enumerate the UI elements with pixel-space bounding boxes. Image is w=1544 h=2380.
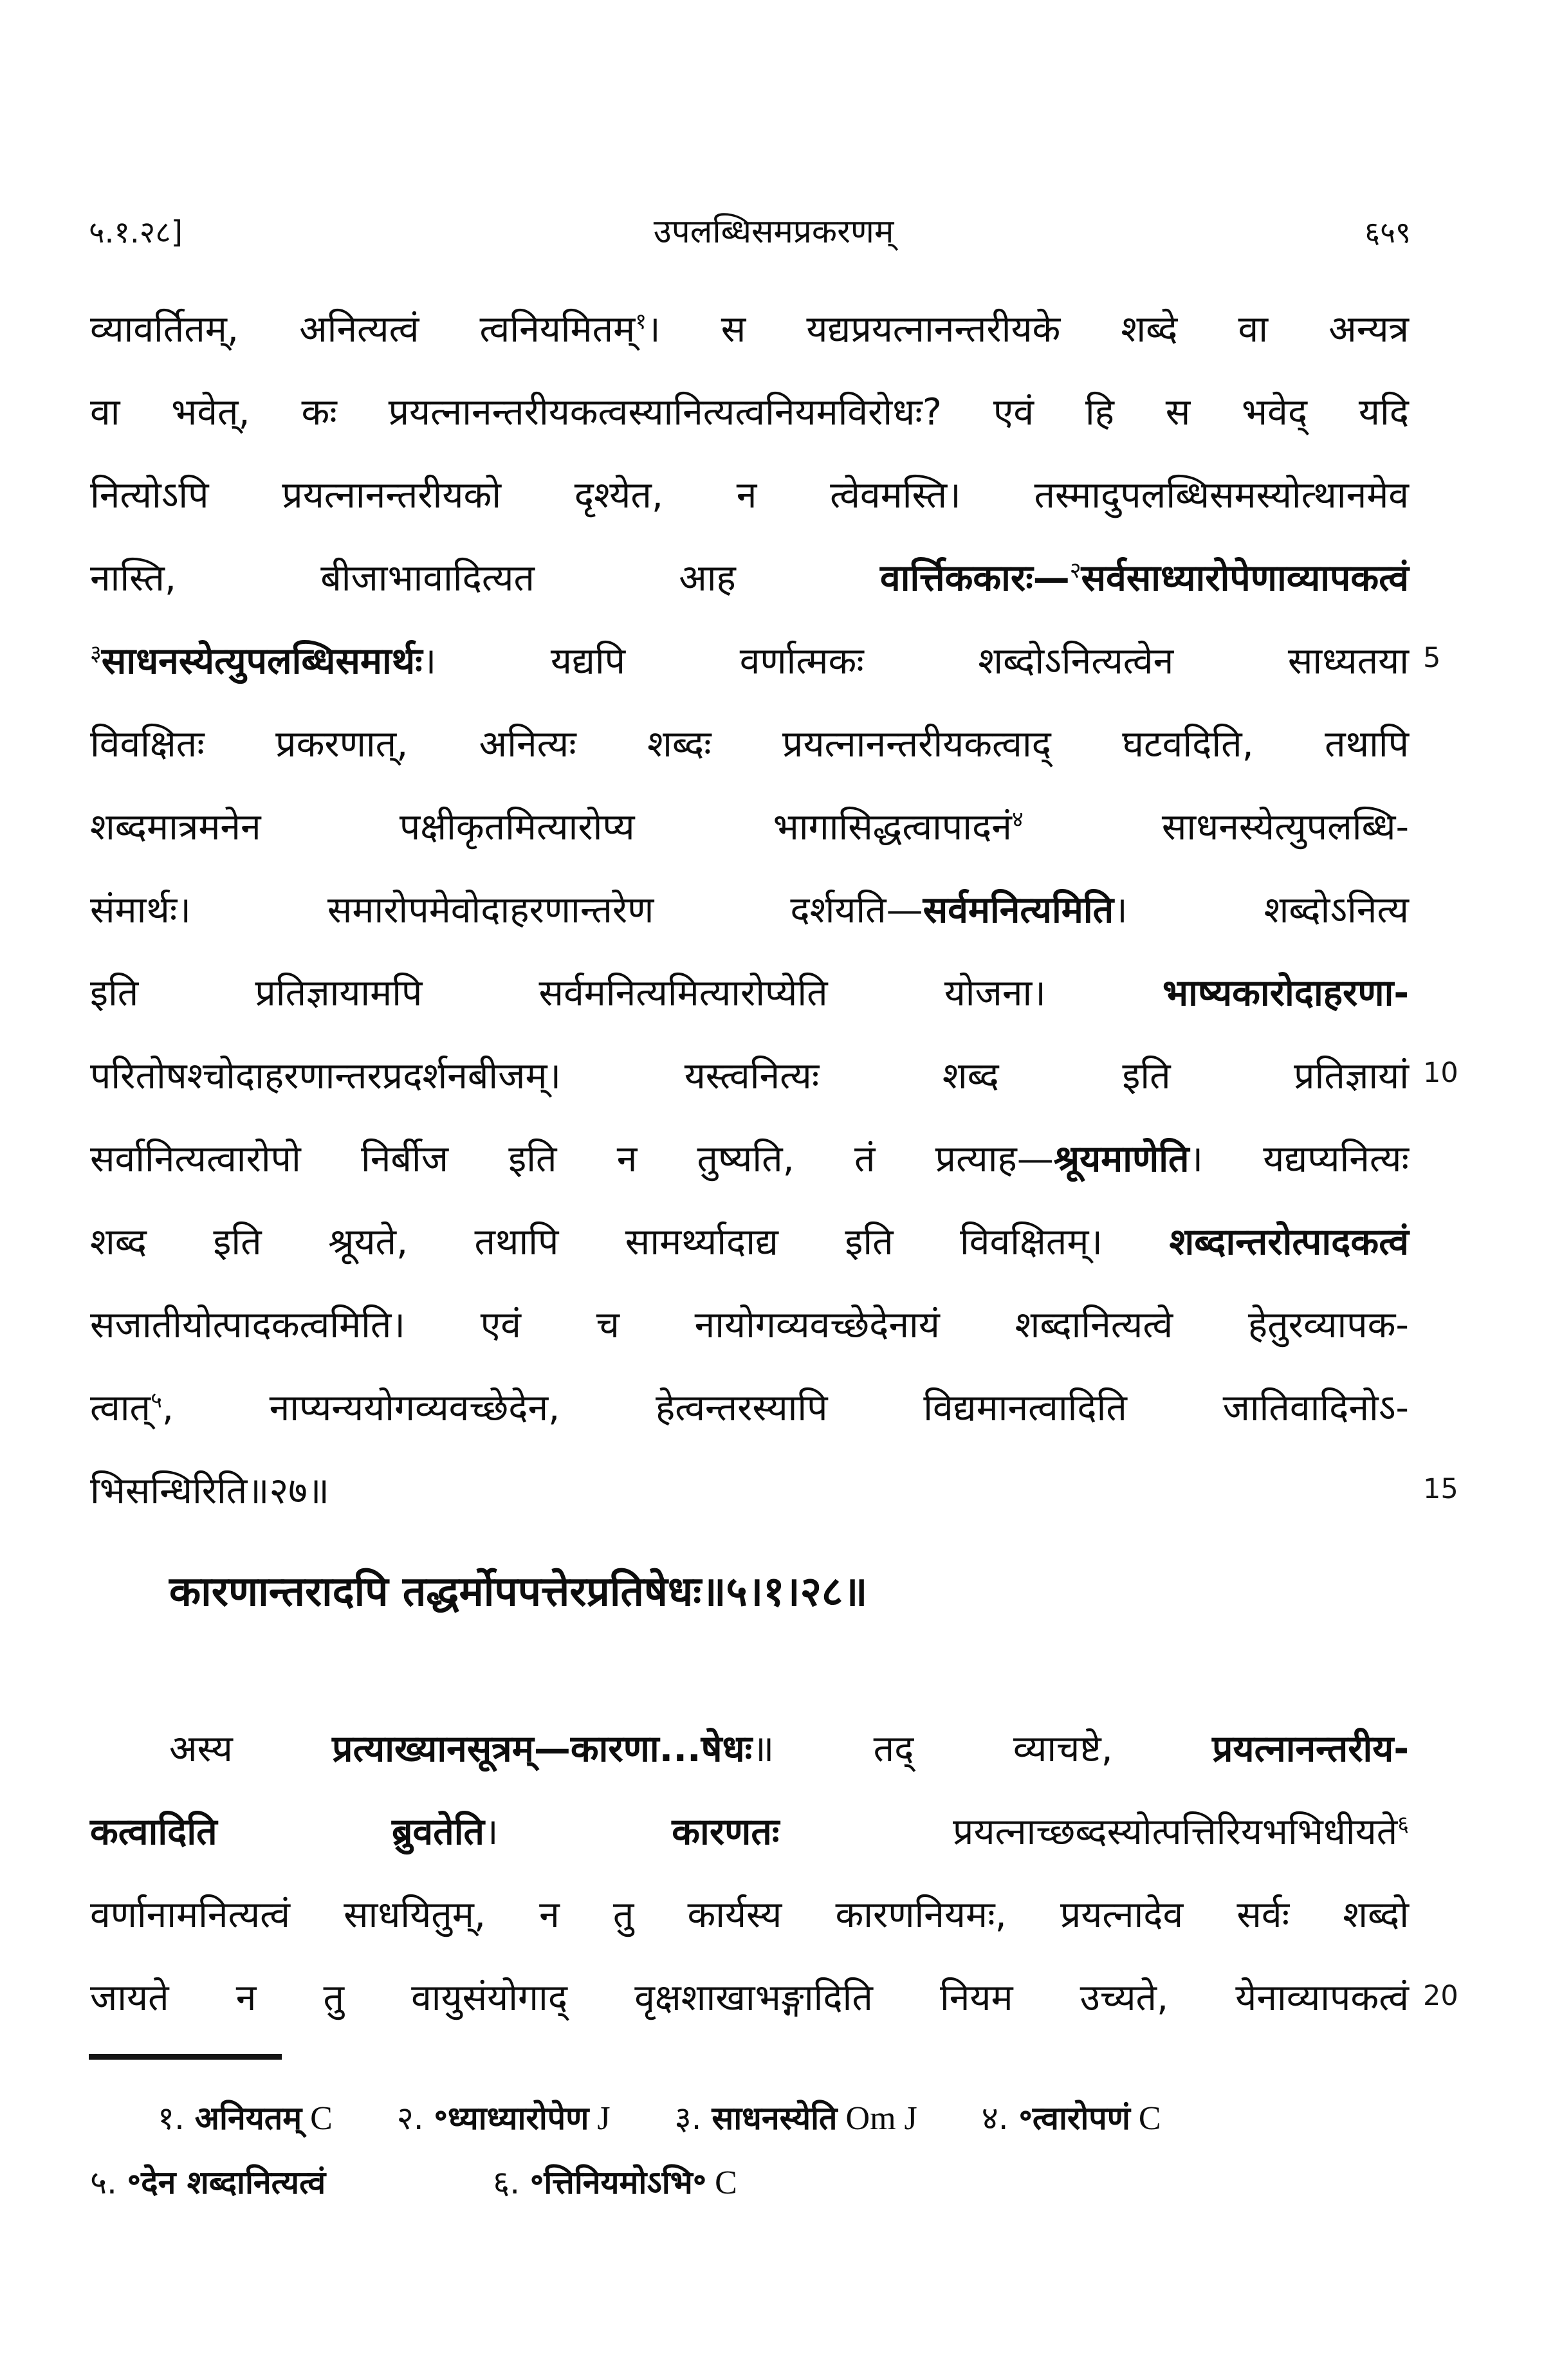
text-segment: शब्दमात्रमनेन पक्षीकृतमित्यारोप्य भागासिद्धत्वापादनं bbox=[90, 806, 1012, 848]
text-line bbox=[90, 288, 1409, 371]
text-segment: शब्दान्तरोत्पादकत्वं bbox=[1169, 1221, 1409, 1263]
header-chapter-title: उपलब्धिसमप्रकरणम् bbox=[653, 213, 894, 251]
text-segment: अनियतम् bbox=[194, 2100, 302, 2137]
text-segment: ॥ तद् व्याचष्टे, bbox=[752, 1728, 1213, 1770]
text-segment: वा भवेत्, कः प्रयत्नानन्तरीयकत्वस्यानित्यत्वनियमविरोधः? एवं हि स भवेद् यदि bbox=[90, 391, 1409, 434]
text-segment: प्रत्याख्यानसूत्रम्—कारणा...षेधः bbox=[332, 1728, 753, 1770]
text-segment: जायते न तु वायुसंयोगाद् वृक्षशाखाभङ्गादिति नियम उच्यते, येनाव्यापकत्वं bbox=[90, 1977, 1409, 2019]
text-segment: साधनस्येत्युपलब्धिसमार्थः bbox=[101, 640, 423, 682]
text-segment: साधनस्येत्युपलब्धि- bbox=[1023, 806, 1410, 848]
text-segment: कारणतः bbox=[672, 1811, 780, 1853]
text-segment: सर्वानित्यत्वारोपो निर्बीज इति न तुष्यति, तं प्रत्याह— bbox=[90, 1138, 1054, 1180]
text-segment: अस्य bbox=[169, 1728, 333, 1770]
text-line bbox=[90, 1367, 1409, 1450]
text-segment: वर्णानामनित्यत्वं साधयितुम्, न तु कार्यस्य कारणनियमः, प्रयत्नादेव सर्वः शब्दो bbox=[90, 1894, 1409, 1936]
text-line bbox=[90, 869, 1409, 952]
text-segment: ६ bbox=[1397, 1811, 1409, 1837]
text-segment: ॰त्तिनियमोऽभि॰ bbox=[530, 2164, 707, 2201]
text-line bbox=[90, 1035, 1409, 1118]
text-segment: शब्द इति श्रूयते, तथापि सामर्थ्यादाद्य इति विवक्षितम्। bbox=[90, 1221, 1170, 1263]
text-segment: , नाप्यन्ययोगव्यवच्छेदेन, हेत्वन्तरस्यापि विद्यमानत्वादिति जातिवादिनोऽ- bbox=[161, 1387, 1409, 1429]
text-segment: परितोषश्चोदाहरणान्तरप्रदर्शनबीजम्। यस्त्वनित्यः शब्द इति प्रतिज्ञायां bbox=[90, 1055, 1409, 1097]
header-page-number: ६५९ bbox=[1365, 215, 1411, 250]
text-line bbox=[90, 1708, 1409, 1791]
text-segment: C bbox=[1130, 2100, 1161, 2137]
text-segment: । bbox=[484, 1811, 672, 1853]
text-segment: ३ bbox=[90, 641, 102, 666]
header-sutra-number: ५.१.२८] bbox=[89, 215, 183, 250]
text-line bbox=[90, 1874, 1409, 1957]
text-segment: भाष्यकारोदाहरणा- bbox=[1163, 972, 1409, 1014]
commentary-paragraph-2 bbox=[90, 1708, 1409, 2040]
text-segment: ॰त्वारोपणं bbox=[1018, 2100, 1130, 2137]
text-segment: २ bbox=[1069, 558, 1081, 583]
text-line bbox=[90, 1957, 1409, 2040]
sutra-heading: कारणान्तरादपि तद्धर्मोपपत्तेरप्रतिषेधः॥५।१।२८॥ bbox=[169, 1568, 868, 1616]
text-line bbox=[90, 371, 1409, 454]
text-segment: ४ bbox=[1011, 807, 1024, 832]
text-segment: व्यावर्तितम्, अनित्यत्वं त्वनियमितम् bbox=[90, 308, 636, 351]
text-line bbox=[90, 1791, 1409, 1874]
text-line bbox=[90, 1201, 1409, 1284]
text-segment: श्रूयमाणेति bbox=[1053, 1138, 1190, 1180]
footnote-separator-rule bbox=[89, 2054, 282, 2060]
text-segment: १ bbox=[635, 309, 647, 334]
text-segment: भिसन्धिरिति॥२७॥ bbox=[90, 1470, 329, 1512]
text-line bbox=[90, 1284, 1409, 1367]
text-segment: ४. bbox=[981, 2100, 1019, 2137]
text-segment: ॰ध्याध्यारोपेण bbox=[434, 2100, 589, 2137]
text-segment: सजातीयोत्पादकत्वमिति। एवं च नायोगव्यवच्छेदेनायं शब्दानित्यत्वे हेतुरव्यापक- bbox=[90, 1304, 1409, 1346]
text-segment: इति प्रतिज्ञायामपि सर्वमनित्यमित्यारोप्येति योजना। bbox=[90, 972, 1163, 1014]
text-segment: ५ bbox=[151, 1387, 162, 1413]
text-segment: C bbox=[302, 2100, 333, 2137]
margin-line-number-10: 10 bbox=[1423, 1057, 1458, 1089]
page-header bbox=[89, 207, 1411, 252]
text-segment: वार्त्तिककारः— bbox=[880, 557, 1070, 600]
text-line bbox=[90, 2150, 1448, 2215]
text-segment: J bbox=[589, 2100, 611, 2137]
text-line bbox=[90, 952, 1409, 1035]
text-segment: ॰देन शब्दानित्यत्वं bbox=[127, 2164, 326, 2201]
text-segment: । यद्यप्यनित्यः bbox=[1189, 1138, 1409, 1180]
text-line bbox=[90, 2086, 1448, 2150]
text-segment: नित्योऽपि प्रयत्नानन्तरीयको दृश्येत, न त्वेवमस्ति। तस्मादुपलब्धिसमस्योत्थानमेव bbox=[90, 474, 1409, 517]
margin-line-number-20: 20 bbox=[1423, 1980, 1458, 2012]
text-line bbox=[90, 454, 1409, 537]
text-segment: ५. bbox=[90, 2164, 127, 2201]
text-segment: ३. bbox=[674, 2100, 712, 2137]
text-line bbox=[90, 703, 1409, 786]
text-segment: C bbox=[706, 2165, 737, 2201]
margin-line-number-5: 5 bbox=[1423, 642, 1441, 674]
footnotes-block bbox=[90, 2086, 1448, 2215]
text-line bbox=[90, 1450, 1409, 1533]
text-segment: विवक्षितः प्रकरणात्, अनित्यः शब्दः प्रयत्नानन्तरीयकत्वाद् घटवदिति, तथापि bbox=[90, 723, 1409, 765]
text-segment: प्रयत्नानन्तरीय- bbox=[1212, 1728, 1409, 1770]
text-segment: साधनस्येति bbox=[712, 2100, 838, 2137]
text-line bbox=[90, 786, 1409, 869]
commentary-paragraph-1 bbox=[90, 288, 1409, 1533]
text-line bbox=[90, 1118, 1409, 1201]
text-segment: । स यद्यप्रयत्नानन्तरीयके शब्दे वा अन्यत्र bbox=[646, 308, 1409, 351]
text-segment: प्रयत्नाच्छब्दस्योत्पत्तिरियभभिधीयते bbox=[779, 1811, 1398, 1853]
text-segment: । यद्यपि वर्णात्मकः शब्दोऽनित्यत्वेन साध्यतया bbox=[422, 640, 1409, 682]
margin-line-number-15: 15 bbox=[1423, 1473, 1458, 1505]
text-segment: संमार्थः। समारोपमेवोदाहरणान्तरेण दर्शयति— bbox=[90, 889, 923, 931]
text-line bbox=[90, 537, 1409, 620]
text-segment: कत्वादिति ब्रुवतेति bbox=[90, 1811, 484, 1853]
text-segment: ६. bbox=[493, 2164, 531, 2201]
text-segment: सर्वमनित्यमिति bbox=[923, 889, 1114, 931]
text-segment: त्वात् bbox=[90, 1387, 151, 1429]
text-segment: सर्वसाध्यारोपेणाव्यापकत्वं bbox=[1081, 557, 1409, 600]
text-segment: नास्ति, बीजाभावादित्यत आह bbox=[90, 557, 880, 600]
text-segment: १. bbox=[158, 2100, 195, 2137]
text-line bbox=[90, 620, 1409, 703]
text-segment: Om J bbox=[837, 2100, 917, 2137]
text-segment: २. bbox=[396, 2100, 434, 2137]
text-segment: । शब्दोऽनित्य bbox=[1114, 889, 1409, 931]
